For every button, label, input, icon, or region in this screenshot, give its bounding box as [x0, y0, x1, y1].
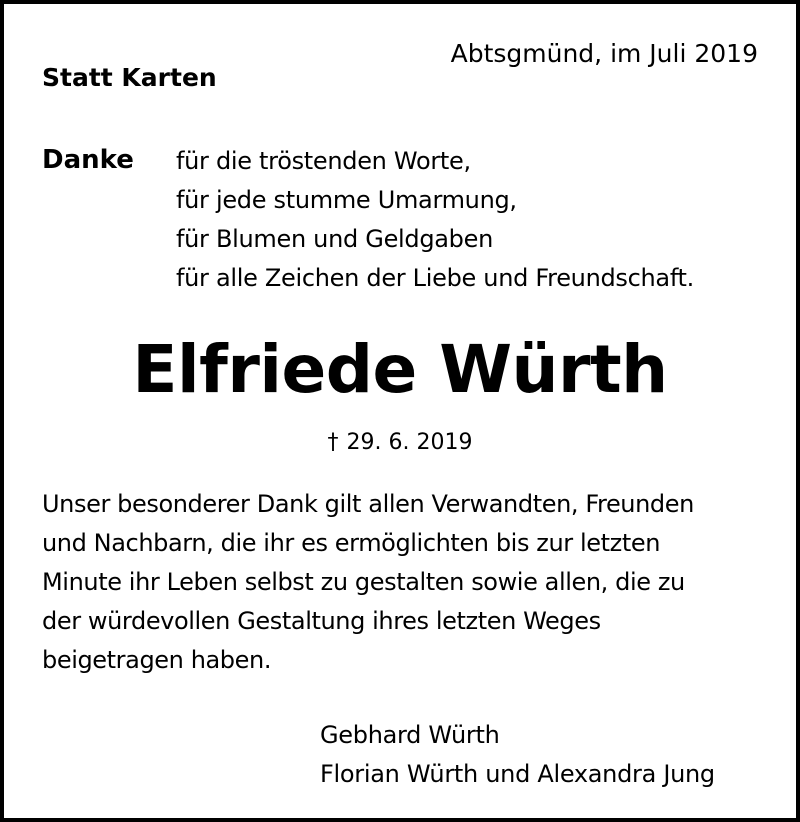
- thanks-line: für Blumen und Geldgaben: [176, 225, 493, 253]
- thanks-line: für alle Zeichen der Liebe und Freundschaft.: [176, 264, 694, 292]
- body-line: Minute ihr Leben selbst zu gestalten sowie allen, die zu: [42, 568, 685, 596]
- signature-line: Gebhard Würth: [320, 721, 500, 749]
- deceased-name: Elfriede Würth: [132, 331, 668, 408]
- body-line: der würdevollen Gestaltung ihres letzten Weges: [42, 607, 601, 635]
- thanks-list: [176, 142, 694, 298]
- body-line: und Nachbarn, die ihr es ermöglichten bis zur letzten: [42, 529, 661, 557]
- thanks-word: Danke: [42, 145, 134, 175]
- acknowledgement-text: [42, 485, 694, 680]
- place-date: Abtsgmünd, im Juli 2019: [450, 39, 758, 68]
- notice-heading: Statt Karten: [42, 63, 217, 92]
- death-date: 29. 6. 2019: [346, 430, 473, 455]
- body-line: Unser besonderer Dank gilt allen Verwandten, Freunden: [42, 490, 694, 518]
- death-date-line: [4, 428, 796, 458]
- cross-icon: †: [327, 430, 339, 455]
- thanks-line: für die tröstenden Worte,: [176, 147, 471, 175]
- thanks-line: für jede stumme Umarmung,: [176, 186, 517, 214]
- signature-line: Florian Würth und Alexandra Jung: [320, 760, 715, 788]
- signatures: [320, 716, 715, 794]
- body-line: beigetragen haben.: [42, 646, 272, 674]
